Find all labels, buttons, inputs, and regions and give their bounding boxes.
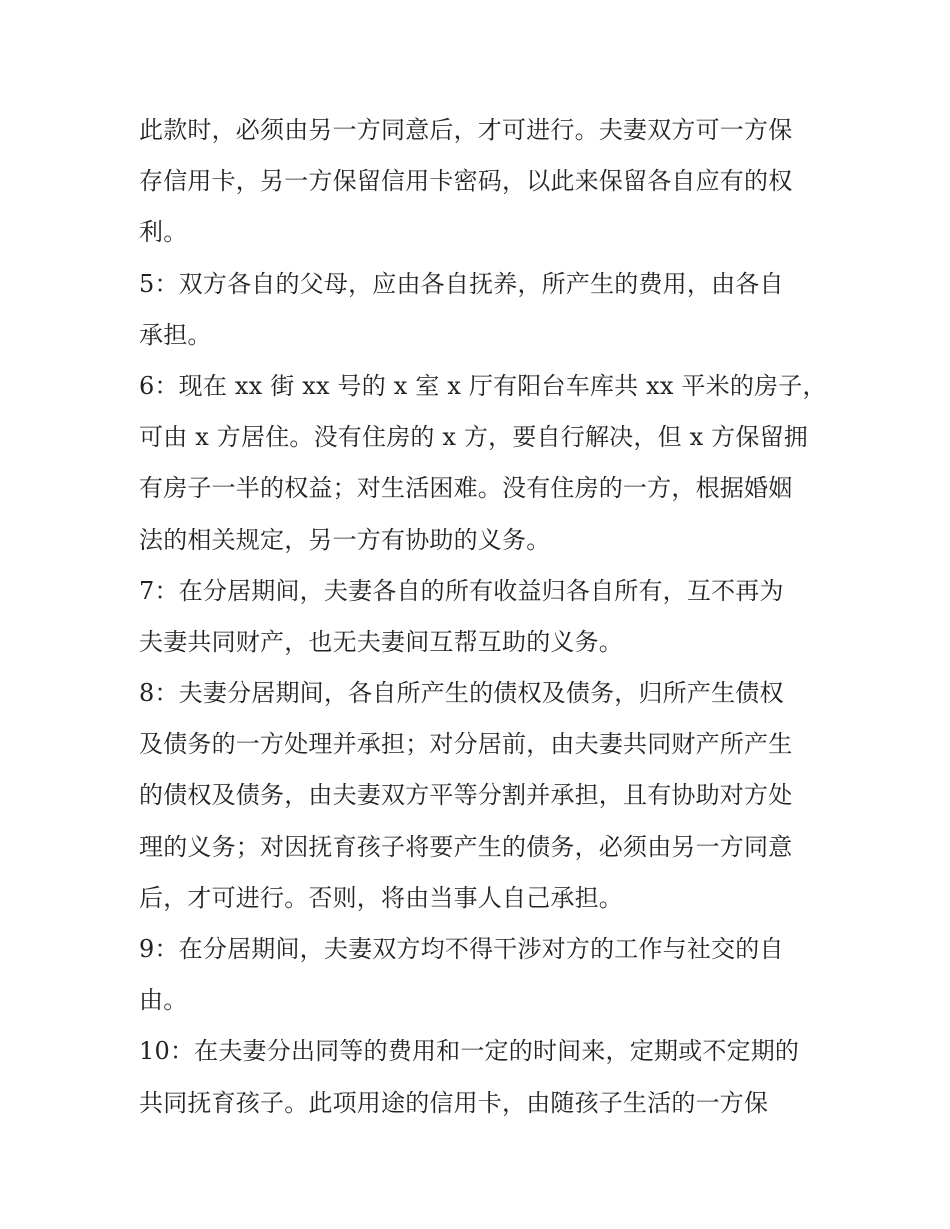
text-line: 的债权及债务，由夫妻双方平等分割并承担，且有协助对方处 — [139, 781, 793, 810]
text-line: 6：现在 xx 街 xx 号的 x 室 x 厅有阳台车库共 xx 平米的房子， — [139, 371, 827, 400]
text-line: 10：在夫妻分出同等的费用和一定的时间来，定期或不定期的 — [139, 1037, 800, 1066]
text-line: 承担。 — [139, 320, 212, 349]
text-line: 利。 — [139, 218, 188, 247]
text-line: 有房子一半的权益；对生活困难。没有住房的一方，根据婚姻 — [139, 474, 793, 503]
text-line: 夫妻共同财产，也无夫妻间互帮互助的义务。 — [139, 627, 623, 656]
text-line: 理的义务；对因抚育孩子将要产生的债务，必须由另一方同意 — [139, 832, 793, 861]
text-line: 9：在分居期间，夫妻双方均不得干涉对方的工作与社交的自 — [139, 935, 784, 963]
text-line: 此款时，必须由另一方同意后，才可进行。夫妻双方可一方保 — [139, 116, 793, 144]
text-line: 可由 x 方居住。没有住房的 x 方，要自行解决，但 x 方保留拥 — [139, 423, 808, 452]
text-line: 8：夫妻分居期间，各自所产生的债权及债务，归所产生债权 — [139, 679, 784, 708]
text-line: 后，才可进行。否则，将由当事人自己承担。 — [139, 883, 623, 912]
text-line: 由。 — [139, 986, 188, 1015]
text-line: 及债务的一方处理并承担；对分居前，由夫妻共同财产所产生 — [139, 730, 793, 759]
text-line: 7：在分居期间，夫妻各自的所有收益归各自所有，互不再为 — [139, 576, 784, 605]
text-line: 法的相关规定，另一方有协助的义务。 — [139, 525, 551, 554]
text-line: 存信用卡，另一方保留信用卡密码，以此来保留各自应有的权 — [139, 167, 793, 196]
document-body-text — [139, 105, 827, 1129]
text-line: 共同抚育孩子。此项用途的信用卡，由随孩子生活的一方保 — [139, 1088, 769, 1117]
text-line: 5：双方各自的父母，应由各自抚养，所产生的费用，由各自 — [139, 269, 784, 298]
